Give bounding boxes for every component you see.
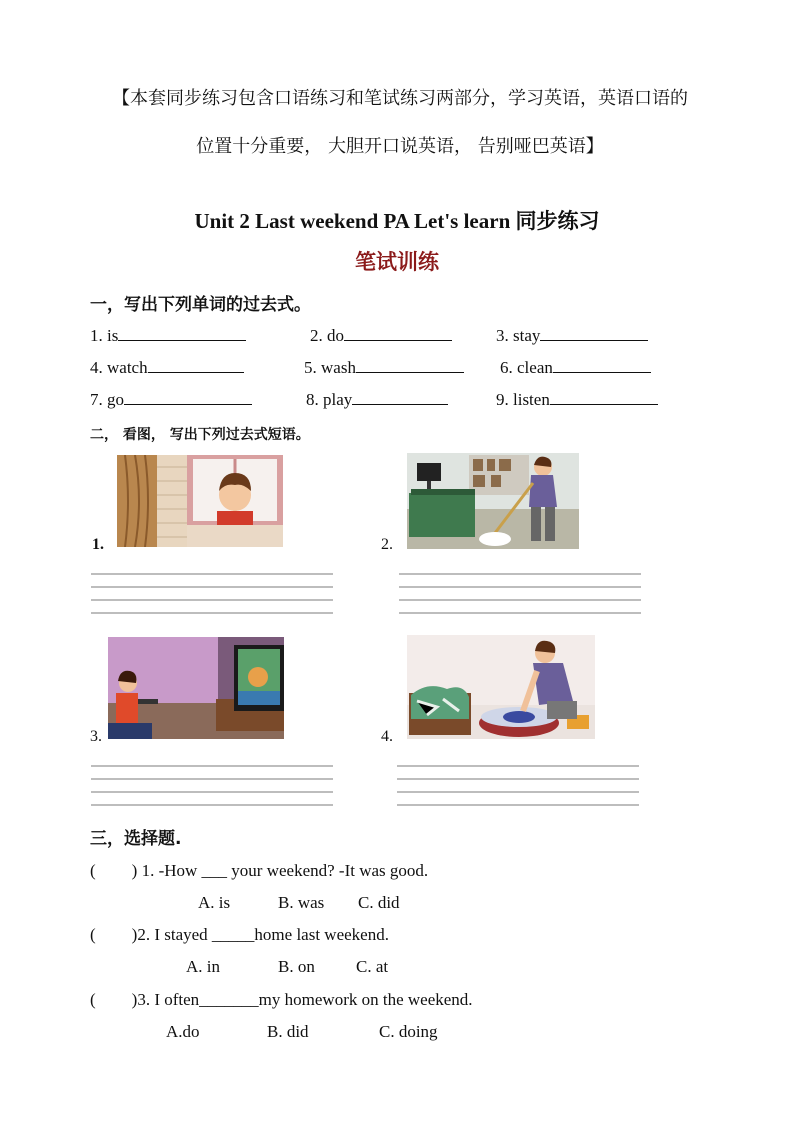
page-subtitle: 笔试训练: [355, 250, 439, 274]
question-row: [90, 990, 473, 1010]
option[interactable]: B. on: [278, 957, 315, 976]
picture-2-label: 2.: [381, 536, 393, 553]
question-row: [90, 861, 428, 881]
question-stem: 1. -How ___ your weekend? -It was good.: [141, 861, 429, 880]
answer-blank[interactable]: [148, 358, 244, 373]
word-label: 2. do: [310, 326, 344, 345]
answer-paren[interactable]: ( ): [90, 925, 138, 944]
word-item: [306, 390, 448, 410]
picture-1-label: 1.: [92, 536, 104, 553]
picture-girl-watching-tv: [108, 637, 284, 739]
answer-lines-4[interactable]: [397, 765, 639, 817]
word-label: 1. is: [90, 326, 119, 345]
question-options: [198, 893, 400, 913]
question-row: [90, 925, 389, 945]
option[interactable]: A. in: [186, 957, 220, 976]
question-options: [186, 957, 388, 977]
word-item: [90, 358, 244, 378]
picture-man-washing-clothes: [407, 635, 595, 739]
picture-man-mopping: [407, 453, 579, 549]
option[interactable]: C. did: [358, 893, 400, 912]
section3-heading: 三，选择题.: [90, 829, 182, 849]
answer-blank[interactable]: [356, 358, 464, 373]
answer-lines-3[interactable]: [91, 765, 333, 817]
word-item: [90, 390, 252, 410]
question-stem: 3. I often_______my homework on the weekend.: [137, 990, 473, 1009]
option[interactable]: C. doing: [379, 1022, 438, 1041]
answer-blank[interactable]: [540, 326, 648, 341]
answer-lines-1[interactable]: [91, 573, 333, 625]
intro-line-1: 【本套同步练习包含口语练习和笔试练习两部分，学习英语，英语口语的: [112, 88, 688, 109]
answer-lines-2[interactable]: [399, 573, 641, 625]
option[interactable]: A.do: [166, 1022, 200, 1041]
word-label: 9. listen: [496, 390, 550, 409]
word-label: 6. clean: [500, 358, 553, 377]
intro-line-2: 位置十分重要， 大胆开口说英语， 告别哑巴英语】: [196, 136, 604, 157]
word-label: 4. watch: [90, 358, 148, 377]
answer-blank[interactable]: [352, 390, 448, 405]
question-stem: 2. I stayed _____home last weekend.: [137, 925, 389, 944]
answer-blank[interactable]: [553, 358, 651, 373]
picture-4-label: 4.: [381, 728, 393, 745]
page-title: Unit 2 Last weekend PA Let's learn 同步练习: [194, 209, 600, 233]
section2-heading: 二， 看图， 写出下列过去式短语。: [90, 427, 310, 443]
word-label: 8. play: [306, 390, 353, 409]
picture-boy-at-window: [117, 455, 283, 547]
option[interactable]: B. was: [278, 893, 325, 912]
word-item: [496, 326, 648, 346]
word-item: [304, 358, 464, 378]
answer-blank[interactable]: [344, 326, 452, 341]
word-label: 5. wash: [304, 358, 356, 377]
option[interactable]: A. is: [198, 893, 231, 912]
answer-paren[interactable]: ( ): [90, 861, 138, 880]
answer-blank[interactable]: [118, 326, 246, 341]
word-label: 3. stay: [496, 326, 541, 345]
word-item: [310, 326, 452, 346]
question-options: [166, 1022, 438, 1042]
answer-blank[interactable]: [550, 390, 658, 405]
word-item: [90, 326, 246, 346]
answer-paren[interactable]: ( ): [90, 990, 138, 1009]
word-label: 7. go: [90, 390, 124, 409]
section1-heading: 一，写出下列单词的过去式。: [90, 295, 311, 315]
picture-3-label: 3.: [90, 728, 102, 745]
word-item: [500, 358, 651, 378]
answer-blank[interactable]: [124, 390, 252, 405]
option[interactable]: B. did: [267, 1022, 309, 1041]
word-item: [496, 390, 658, 410]
option[interactable]: C. at: [356, 957, 389, 976]
